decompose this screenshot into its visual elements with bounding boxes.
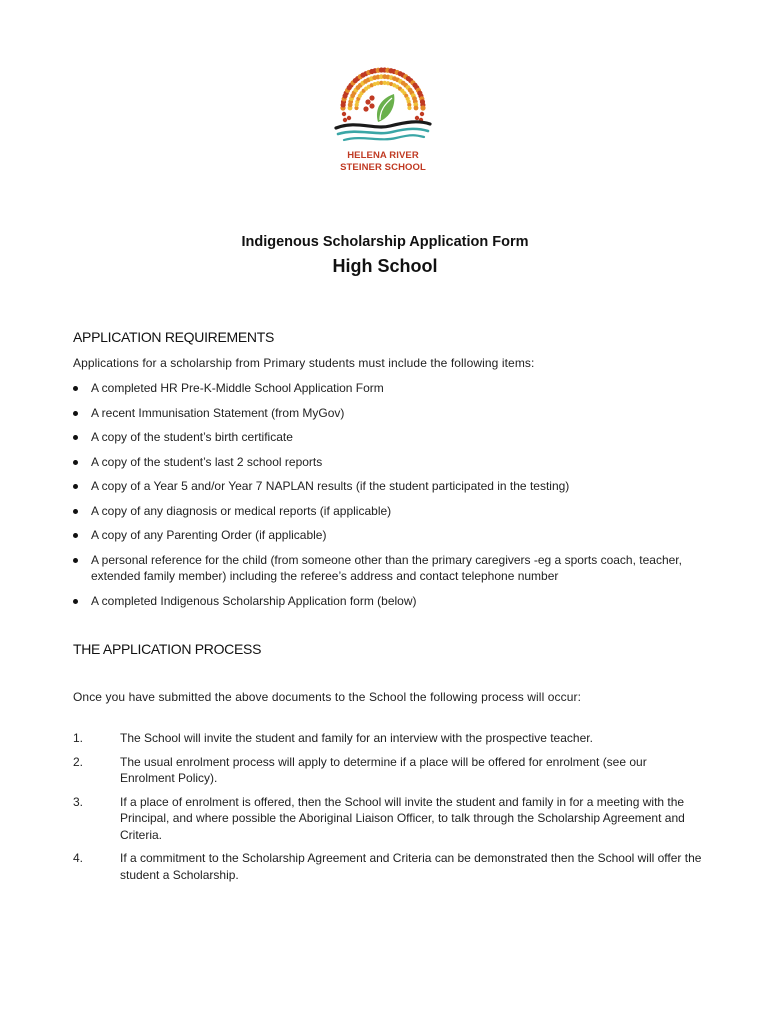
requirement-item (73, 405, 713, 422)
logo-name-line1: HELENA RIVER (347, 150, 419, 161)
step-number: 4. (73, 851, 84, 865)
bullet-icon (73, 558, 78, 563)
logo-emblem-icon (330, 64, 436, 150)
requirement-text: A copy of any Parenting Order (if applicable) (91, 528, 327, 542)
requirement-text: A copy of any diagnosis or medical reports (if applicable) (91, 503, 392, 518)
requirements-heading: APPLICATION REQUIREMENTS (73, 329, 275, 345)
requirements-list (73, 380, 713, 617)
requirement-text: A completed HR Pre-K-Middle School Application Form (91, 381, 384, 395)
requirement-item (73, 478, 713, 495)
bullet-icon (73, 460, 78, 465)
step-text: The usual enrolment process will apply to determine if a place will be offered for enrolment (see our Enrolment Policy). (120, 754, 647, 785)
process-step (73, 730, 703, 747)
logo-name-line2: STEINER SCHOOL (340, 162, 426, 173)
bullet-icon (73, 484, 78, 489)
process-heading: THE APPLICATION PROCESS (73, 641, 262, 657)
requirement-text: A completed Indigenous Scholarship Application form (below) (91, 593, 417, 608)
requirement-text: A personal reference for the child (from someone other than the primary caregivers -eg a sports coach, teacher, extended family member) including the referee’s address and contact telephone number (91, 552, 682, 583)
process-step (73, 850, 703, 883)
process-step (73, 794, 703, 844)
step-number: 1. (73, 731, 84, 745)
bullet-icon (73, 599, 78, 604)
bullet-icon (73, 435, 78, 440)
requirement-text: A copy of a Year 5 and/or Year 7 NAPLAN results (if the student participated in the testing) (91, 479, 570, 493)
requirement-item (73, 454, 713, 471)
requirement-item (73, 429, 713, 446)
step-text: If a place of enrolment is offered, then the School will invite the student and family in for a meeting with the Principal, and where possible the Aboriginal Liaison Officer, to talk through the Scholarship Agreement and Criteria. (120, 794, 685, 842)
requirement-item (73, 593, 713, 610)
requirement-item (73, 527, 713, 544)
step-number: 2. (73, 754, 84, 769)
requirement-item (73, 503, 713, 520)
process-step (73, 754, 703, 787)
process-steps-list (73, 730, 703, 890)
step-number: 3. (73, 794, 84, 809)
bullet-icon (73, 411, 78, 416)
step-text: The School will invite the student and family for an interview with the prospective teacher. (120, 731, 593, 745)
step-text: If a commitment to the Scholarship Agreement and Criteria can be demonstrated then the School will offer the student a Scholarship. (120, 851, 702, 882)
bullet-icon (73, 386, 78, 391)
bullet-icon (73, 533, 78, 538)
requirement-text: A recent Immunisation Statement (from MyGov) (91, 405, 345, 420)
requirement-item (73, 552, 713, 585)
bullet-icon (73, 509, 78, 514)
school-logo (330, 64, 436, 180)
requirement-text: A copy of the student’s birth certificate (91, 430, 293, 444)
form-subtitle: High School (332, 256, 438, 276)
requirements-intro: Applications for a scholarship from Primary students must include the following items: (73, 356, 535, 370)
requirement-item (73, 380, 713, 397)
form-title: Indigenous Scholarship Application Form (241, 234, 529, 250)
requirement-text: A copy of the student’s last 2 school reports (91, 454, 323, 469)
process-intro: Once you have submitted the above documents to the School the following process will occur: (73, 690, 582, 704)
